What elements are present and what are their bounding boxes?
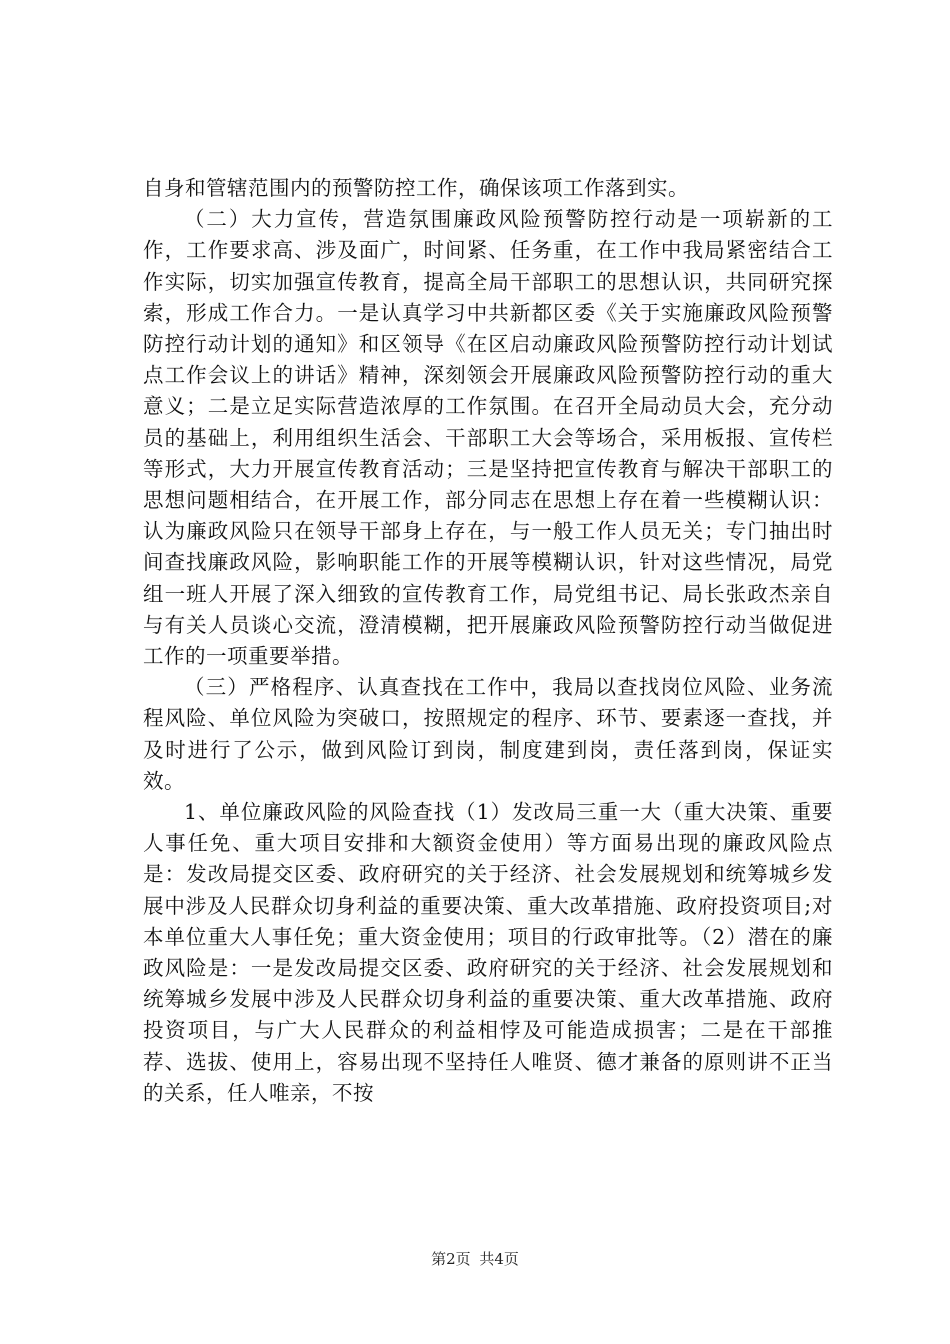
paragraph-continued: 自身和管辖范围内的预警防控工作，确保该项工作落到实。	[143, 176, 689, 200]
page-total: 共4页	[479, 1250, 519, 1268]
paragraph-risk-finding: 1、单位廉政风险的风险查找（1）发改局三重一大（重大决策、重要人事任免、重大项目安排和大额资金使用）等方面易出现的廉政风险点是：发改局提交区委、政府研究的关于经济、社会发展规划和统筹城乡发展中涉及人民群众切身利益的重要决策、重大改革措施、政府投资项目;对本单位重大人事任免；重大资金使用；项目的行政审批等。（2）潜在的廉政风险是：一是发改局提交区委、政府研究的关于经济、社会发展规划和统筹城乡发展中涉及人民群众切身利益的重要决策、重大改革措施、政府投资项目，与广大人民群众的利益相悖及可能造成损害；二是在干部推荐、选拔、使用上，容易出现不坚持任人唯贤、德才兼备的原则讲不正当的关系，任人唯亲，不按	[143, 800, 833, 1105]
page-number: 第2页	[431, 1250, 471, 1268]
paragraph-procedure: （三）严格程序、认真查找在工作中，我局以查找岗位风险、业务流程风险、单位风险为突破口，按照规定的程序、环节、要素逐一查找，并及时进行了公示，做到风险订到岗，制度建到岗，责任落到岗，保证实效。	[143, 675, 833, 793]
paragraph-publicity: （二）大力宣传，营造氛围廉政风险预警防控行动是一项崭新的工作，工作要求高、涉及面广，时间紧、任务重，在工作中我局紧密结合工作实际，切实加强宣传教育，提高全局干部职工的思想认识，共同研究探索，形成工作合力。一是认真学习中共新都区委《关于实施廉政风险预警防控行动计划的通知》和区领导《在区启动廉政风险预警防控行动计划试点工作会议上的讲话》精神，深刻领会开展廉政风险预警防控行动的重大意义；二是立足实际营造浓厚的工作氛围。在召开全局动员大会，充分动员的基础上，利用组织生活会、干部职工大会等场合，采用板报、宣传栏等形式，大力开展宣传教育活动；三是坚持把宣传教育与解决干部职工的思想问题相结合，在开展工作，部分同志在思想上存在着一些模糊认识：认为廉政风险只在领导干部身上存在，与一般工作人员无关；专门抽出时间查找廉政风险，影响职能工作的开展等模糊认识，针对这些情况，局党组一班人开展了深入细致的宣传教育工作，局党组书记、局长张政杰亲自与有关人员谈心交流，澄清模糊，把开展廉政风险预警防控行动当做促进工作的一项重要举措。	[143, 207, 833, 669]
page-footer	[0, 1248, 950, 1269]
document-body	[143, 173, 833, 1109]
